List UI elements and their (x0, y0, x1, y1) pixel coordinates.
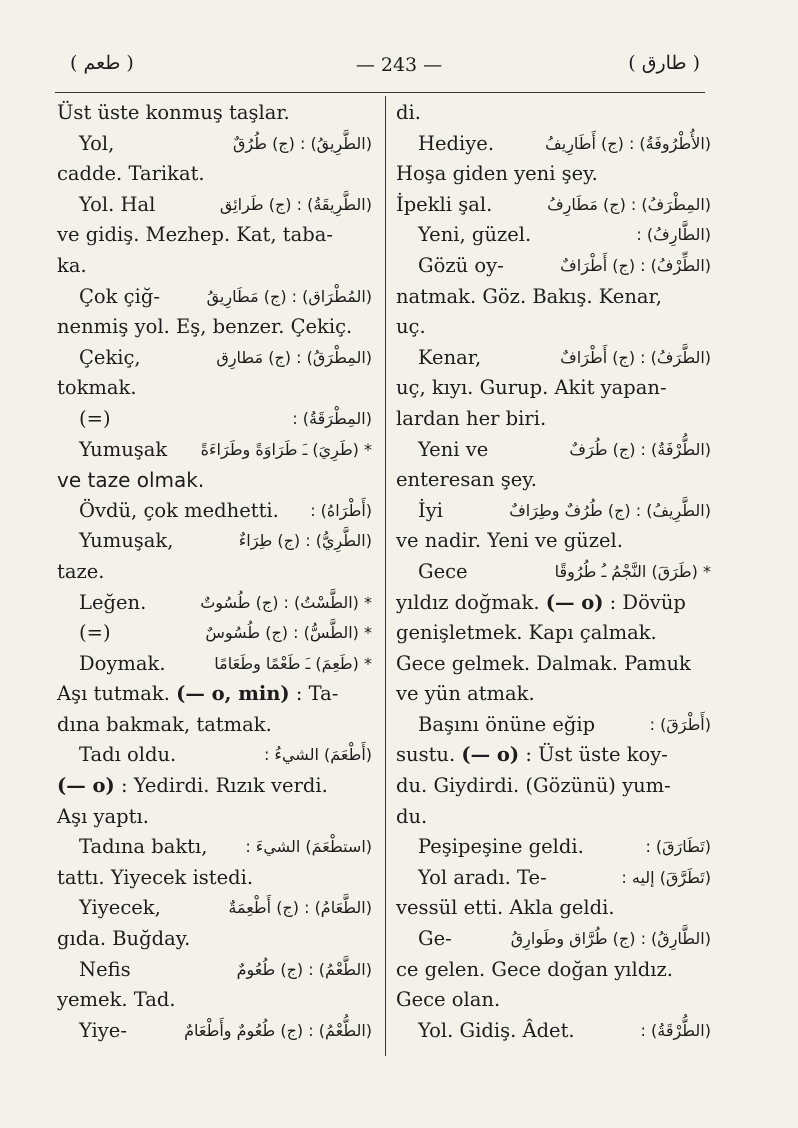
turkish-text (79, 526, 173, 557)
entry-line (57, 282, 372, 313)
entry-line (396, 649, 711, 680)
left-column (57, 98, 372, 1046)
text-segment: di. (396, 101, 421, 124)
arabic-headword: (الطُّرْقَةُ) : (640, 1020, 711, 1040)
arabic-headword: * (الطَّسُّ) : (ج) طُسُوسٌ (205, 623, 372, 643)
entry-line (57, 373, 372, 404)
text-segment: ve yün atmak. (396, 682, 535, 706)
entry-line (57, 618, 372, 649)
turkish-text (396, 679, 535, 710)
entry-line (396, 465, 711, 496)
bold-marker: (— o) (461, 743, 520, 767)
entry-line (396, 1016, 711, 1047)
arabic-headword: (الطَّرِيُّ) : (ج) طِرَاءٌ (238, 531, 372, 551)
turkish-text (57, 802, 149, 833)
text-segment: lardan her biri. (396, 406, 547, 430)
entry-line (396, 159, 711, 190)
text-segment: Tadı oldu. (79, 743, 177, 767)
text-segment: tokmak. (57, 376, 137, 400)
entry-line (396, 404, 711, 435)
turkish-text (57, 679, 338, 710)
text-segment: (=) (79, 406, 111, 430)
entry-line (396, 740, 711, 771)
text-segment: natmak. Göz. Bakış. Kenar, (396, 284, 662, 308)
turkish-text (57, 924, 190, 955)
turkish-text (79, 649, 166, 680)
text-segment: Yumuşak, (79, 529, 174, 553)
entry-line (396, 679, 711, 710)
entry-line (396, 588, 711, 619)
turkish-text (418, 251, 504, 282)
turkish-text (79, 282, 160, 313)
turkish-text (396, 282, 662, 313)
entry-line (396, 557, 711, 588)
arabic-headword: (المُطْرَاق) : (ج) مَطَارِيقُ (206, 286, 372, 306)
turkish-text (418, 863, 547, 894)
arabic-headword: (استطْعَمَ) الشيءَ : (245, 837, 372, 857)
entry-line (57, 404, 372, 435)
turkish-text (79, 190, 155, 221)
entry-line (57, 649, 372, 680)
entry-line (57, 740, 372, 771)
header-rule (55, 92, 705, 93)
turkish-text (396, 526, 623, 557)
turkish-text (418, 557, 468, 588)
text-segment: tattı. Yiyecek istedi. (57, 865, 254, 889)
entry-line (396, 985, 711, 1016)
text-segment: Başını önüne eğip (418, 712, 596, 736)
arabic-headword: (الطَّعْمُ) : (ج) طُعُومٌ (236, 959, 372, 979)
text-segment: Gözü oy- (418, 253, 504, 277)
text-segment: İyi (418, 498, 443, 522)
text-segment: Gece olan. (396, 988, 501, 1012)
text-segment: Gece gelmek. Dalmak. Pamuk (396, 651, 691, 675)
entry-line (57, 343, 372, 374)
turkish-text (57, 251, 87, 282)
turkish-text (57, 159, 205, 190)
text-segment: Peşipeşine geldi. (418, 835, 584, 859)
entry-line (57, 435, 372, 466)
entry-line (396, 251, 711, 282)
text-segment: ce gelen. Gece doğan yıldız. (396, 957, 673, 981)
entry-line (396, 373, 711, 404)
arabic-headword: (الطُّرْفَةُ) : (ج) طُرَفٌ (569, 439, 711, 459)
entry-line (57, 832, 372, 863)
column-divider (385, 96, 386, 1056)
entry-line (57, 1016, 372, 1047)
entry-line (57, 863, 372, 894)
entry-line (396, 435, 711, 466)
turkish-text (396, 649, 691, 680)
text-segment: Gece (418, 559, 468, 583)
entry-line (396, 282, 711, 313)
text-segment: dına bakmak, tatmak. (57, 712, 272, 736)
entry-line (396, 863, 711, 894)
turkish-text (396, 190, 492, 221)
arabic-headword: (أَطْرَقَ) : (649, 714, 711, 734)
entry-line (396, 618, 711, 649)
entry-line (57, 526, 372, 557)
turkish-text (57, 557, 104, 588)
arabic-headword: (تَطَرَّقَ) إليه : (621, 867, 711, 887)
text-segment: Övdü, çok medhetti. (79, 498, 279, 522)
turkish-text (79, 435, 167, 466)
entry-line (57, 771, 372, 802)
turkish-text (57, 98, 290, 129)
entry-line (57, 159, 372, 190)
turkish-text (79, 404, 111, 435)
turkish-text (79, 740, 176, 771)
entry-line (396, 832, 711, 863)
entry-line (57, 251, 372, 282)
entry-line (57, 710, 372, 741)
entry-line (57, 496, 372, 527)
text-segment: (=) (79, 621, 111, 645)
text-segment: du. (396, 804, 428, 828)
turkish-text (396, 985, 500, 1016)
page-number: — 243 — (355, 54, 443, 76)
entry-line (57, 312, 372, 343)
entry-line (396, 312, 711, 343)
arabic-headword: (الأُطْرُوفَةُ) : (ج) أَطَارِيفُ (545, 133, 711, 153)
entry-line (57, 129, 372, 160)
entry-line (57, 465, 372, 496)
turkish-text (79, 955, 131, 986)
entry-line (396, 771, 711, 802)
text-segment: : Dövüp (603, 590, 686, 614)
text-segment: Üst üste konmuş taşlar. (57, 101, 290, 124)
right-column (396, 98, 711, 1046)
turkish-text (57, 863, 253, 894)
arabic-headword: * (الطَّسْتُ) : (ج) طُسُوتٌ (200, 592, 372, 612)
entry-line (396, 343, 711, 374)
turkish-text (396, 373, 667, 404)
turkish-text (418, 129, 494, 160)
turkish-text (57, 220, 333, 251)
text-segment: Yol. Gidiş. Âdet. (418, 1018, 575, 1042)
text-segment: Yeni ve (418, 437, 489, 461)
entry-line (396, 924, 711, 955)
entry-line (57, 924, 372, 955)
text-segment: cadde. Tarikat. (57, 162, 205, 186)
entry-line (57, 557, 372, 588)
arabic-headword: * (طَعِمَ) ـَ طَعْمًا وطَعَامًا (214, 653, 372, 673)
turkish-text (418, 435, 488, 466)
text-segment: du. Giydirdi. (Gözünü) yum- (396, 774, 671, 798)
text-segment: uç. (396, 315, 426, 339)
text-segment: sustu. (396, 743, 462, 767)
turkish-text (396, 465, 537, 496)
turkish-text (396, 771, 671, 802)
text-segment: Aşı yaptı. (57, 804, 149, 828)
arabic-headword: (المِطْرَفُ) : (ج) مَطَارِفُ (547, 194, 711, 214)
turkish-text (418, 832, 584, 863)
text-segment: Kenar, (418, 345, 482, 369)
turkish-text (418, 1016, 575, 1047)
text-segment: Yumuşak (79, 437, 168, 461)
text-segment: genişletmek. Kapı çalmak. (396, 621, 657, 645)
turkish-text (396, 893, 615, 924)
turkish-text (396, 588, 686, 619)
turkish-text (396, 159, 598, 190)
entry-line (57, 893, 372, 924)
entry-line (396, 190, 711, 221)
arabic-headword: (أَطْعَمَ) الشيءُ : (263, 745, 372, 765)
bold-marker: (— o) (57, 774, 115, 798)
arabic-headword: (الطَّرَفُ) : (ج) أَطْرَافٌ (560, 347, 711, 367)
turkish-text (57, 373, 137, 404)
turkish-text (396, 802, 427, 833)
turkish-text (396, 955, 673, 986)
entry-line (396, 802, 711, 833)
text-segment: : Üst üste koy- (519, 743, 668, 767)
turkish-text (396, 312, 426, 343)
entry-line (57, 588, 372, 619)
text-segment: : Ta- (289, 682, 339, 706)
turkish-text (79, 588, 146, 619)
text-segment: İpekli şal. (396, 192, 493, 216)
turkish-text (418, 343, 481, 374)
arabic-headword: (الطُّعْمُ) : (ج) طُعُومٌ وأَطْعَامٌ (184, 1020, 372, 1040)
entry-line (57, 985, 372, 1016)
turkish-text (396, 740, 668, 771)
entry-line (57, 98, 372, 129)
turkish-text (57, 771, 328, 802)
text-segment: taze. (57, 559, 105, 583)
text-segment: Ge- (418, 927, 452, 951)
text-segment: ve gidiş. Mezhep. Kat, taba- (57, 223, 333, 247)
text-segment: Doymak. (79, 651, 166, 675)
text-segment: yemek. Tad. (57, 988, 176, 1012)
text-segment: Aşı tutmak. (57, 682, 177, 706)
turkish-text (79, 1016, 127, 1047)
arabic-headword: (تَطَارَقَ) : (645, 837, 711, 857)
text-segment: Çok çiğ- (79, 284, 160, 308)
arabic-headword: (الطَّارِفُ) : (636, 225, 711, 245)
text-segment: : Yedirdi. Rızık verdi. (114, 774, 328, 798)
bold-marker: (— o) (545, 590, 604, 614)
entry-line (396, 220, 711, 251)
text-segment: enteresan şey. (396, 468, 537, 492)
turkish-text (79, 343, 141, 374)
entry-line (57, 955, 372, 986)
turkish-text (57, 710, 272, 741)
turkish-text (418, 496, 443, 527)
text-segment: ve taze olmak. (57, 468, 205, 493)
arabic-headword: (الطَّرِيفُ) : (ج) طُرُفٌ وطِرَافٌ (509, 500, 711, 520)
header-left-keyword: ( طعم ) (70, 52, 134, 74)
text-segment: Hediye. (418, 131, 495, 155)
turkish-text (418, 710, 595, 741)
text-segment: Hoşa giden yeni şey. (396, 162, 598, 186)
text-segment: Çekiç, (79, 345, 141, 369)
turkish-text (418, 220, 531, 251)
arabic-headword: (المِطْرَقُ) : (ج) مَطارِق (216, 347, 372, 367)
turkish-text (79, 893, 161, 924)
turkish-text (79, 496, 279, 527)
entry-line (396, 955, 711, 986)
arabic-headword: (الطَّعَامُ) : (ج) أَطْعِمَةٌ (228, 898, 372, 918)
turkish-text (396, 98, 421, 129)
turkish-text (57, 465, 204, 496)
text-segment: Yiye- (79, 1018, 127, 1042)
turkish-text (57, 312, 352, 343)
text-segment: gıda. Buğday. (57, 927, 191, 951)
entry-line (396, 496, 711, 527)
entry-line (57, 679, 372, 710)
turkish-text (396, 404, 546, 435)
turkish-text (79, 618, 111, 649)
text-segment: Yeni, güzel. (418, 223, 532, 247)
text-segment: Nefis (79, 957, 131, 981)
text-segment: Yol. Hal (79, 192, 156, 216)
arabic-headword: * (طَرِيَ) ـَ طَرَاوَةً وطَرَاءَةً (200, 439, 372, 459)
arabic-headword: * (طَرَقَ) النَّجْمُ ـُ طُرُوقًا (554, 561, 711, 581)
text-segment: uç, kıyı. Gurup. Akit yapan- (396, 376, 667, 400)
turkish-text (418, 924, 452, 955)
entry-line (396, 129, 711, 160)
turkish-text (396, 618, 657, 649)
text-segment: vessül etti. Akla geldi. (396, 896, 615, 920)
text-segment: Tadına baktı, (79, 835, 208, 859)
entry-line (396, 98, 711, 129)
text-segment: ve nadir. Yeni ve güzel. (396, 529, 623, 553)
header-right-keyword: ( طارق ) (628, 52, 700, 74)
turkish-text (79, 832, 207, 863)
entry-line (396, 526, 711, 557)
text-segment: Leğen. (79, 590, 147, 614)
text-segment: Yol, (79, 131, 115, 155)
turkish-text (57, 985, 176, 1016)
entry-line (57, 220, 372, 251)
arabic-headword: (الطِّرْفُ) : (ج) أَطْرَافٌ (560, 255, 711, 275)
turkish-text (79, 129, 114, 160)
text-segment: Yol aradı. Te- (418, 865, 547, 889)
bold-marker: (— o, min) (176, 682, 290, 706)
arabic-headword: (الطَّرِيقَةُ) : (ج) طَرائِق (219, 194, 372, 214)
text-segment: yıldız doğmak. (396, 590, 546, 614)
entry-line (396, 893, 711, 924)
arabic-headword: (الطَّارِقُ) : (ج) طُرَّاق وطَوارِقُ (510, 929, 711, 949)
text-segment: nenmiş yol. Eş, benzer. Çekiç. (57, 315, 353, 339)
entry-line (57, 802, 372, 833)
entry-line (57, 190, 372, 221)
arabic-headword: (الطَّرِيقُ) : (ج) طُرُقٌ (233, 133, 372, 153)
entry-line (396, 710, 711, 741)
arabic-headword: (أَطْرَاهُ) : (310, 500, 372, 520)
text-segment: ka. (57, 253, 87, 277)
text-segment: Yiyecek, (79, 896, 161, 920)
arabic-headword: (المِطْرَقَةُ) : (292, 408, 372, 428)
